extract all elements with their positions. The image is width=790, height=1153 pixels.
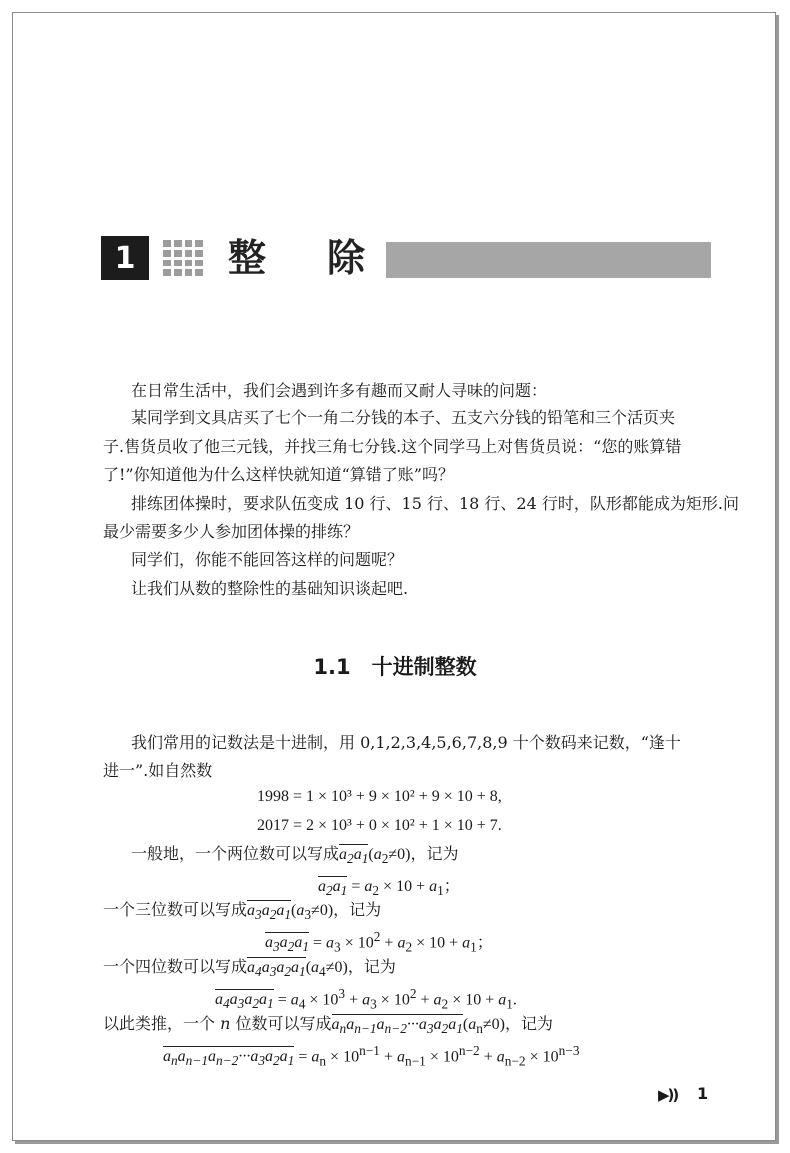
intro-line-7: 同学们，你能不能回答这样的问题呢？ xyxy=(131,550,404,569)
chapter-dot-grid xyxy=(163,240,203,276)
three-digit-notation: $a_3a_2a_1(a_3\ne 0)$ xyxy=(247,902,334,923)
four-digit-text: 一个四位数可以写成 xyxy=(103,957,248,976)
n-variable: n xyxy=(220,1014,231,1033)
equation-2017: 2017 = 2 × 10³ + 0 × 10² + 1 × 10 + 7. xyxy=(257,817,502,834)
body-line-2: 进一”.如自然数 xyxy=(103,761,213,780)
n-digit-tail: ，记为 xyxy=(504,1014,553,1033)
four-digit-line xyxy=(103,957,396,982)
chapter-title-bar xyxy=(386,242,711,278)
intro-line-5: 排练团体操时，要求队伍变成 10 行、15 行、18 行、24 行时，队形都能成为矩形.问 xyxy=(131,494,739,513)
n-digit-text: 以此类推，一个 xyxy=(103,1014,216,1033)
two-digit-formula: $a_2a_1 = a_2 \times 10 + a_1$； xyxy=(318,878,460,899)
two-digit-tail: ，记为 xyxy=(410,844,459,863)
intro-line-4: 了!”你知道他为什么这样快就知道“算错了账”吗？ xyxy=(103,465,454,484)
section-title: 1.1 十进制整数 xyxy=(313,655,477,679)
intro-line-8: 让我们从数的整除性的基础知识谈起吧. xyxy=(131,579,409,598)
three-digit-formula: $a_3a_2a_1 = a_3 \times 10^2 + a_2 \times 10 + a_1$； xyxy=(265,929,493,955)
three-digit-line xyxy=(103,900,381,925)
intro-line-1: 在日常生活中，我们会遇到许多有趣而又耐人寻味的问题： xyxy=(131,381,548,400)
n-digit-formula: $a_na_{n-1}a_{n-2}\cdot\cdot\cdot a_3a_2a_1 = a_n \times 10^{n-1} + a_{n-1} \times 10^{n-2} + a_{n-2} \times 10^{n-3}$ xyxy=(163,1043,580,1069)
four-digit-notation: $a_4a_3a_2a_1(a_4\ne 0)$ xyxy=(247,959,348,980)
n-digit-text-2: 位数可以写成 xyxy=(235,1014,332,1033)
n-digit-line xyxy=(103,1014,553,1039)
equation-1998: 1998 = 1 × 10³ + 9 × 10² + 9 × 10 + 8, xyxy=(257,788,502,805)
three-digit-text: 一个三位数可以写成 xyxy=(103,900,248,919)
two-digit-notation: $a_2a_1(a_2\ne 0)$ xyxy=(339,846,411,867)
two-digit-line xyxy=(131,844,458,869)
page-number: 1 xyxy=(697,1084,709,1103)
chapter-number: 1 xyxy=(101,236,149,280)
intro-line-3: 子.售货员收了他三元钱，并找三角七分钱.这个同学马上对售货员说：“您的账算错 xyxy=(103,437,682,456)
four-digit-formula: $a_4a_3a_2a_1 = a_4 \times 10^3 + a_3 \times 10^2 + a_2 \times 10 + a_1$. xyxy=(215,986,517,1012)
page-marker-icon: ▶)) xyxy=(658,1086,678,1104)
n-digit-notation: $a_na_{n-1}a_{n-2}\cdot\cdot\cdot a_3a_2a_1(a_n\ne 0)$ xyxy=(331,1016,505,1037)
three-digit-tail: ，记为 xyxy=(333,900,382,919)
chapter-title-char2: 除 xyxy=(327,236,366,280)
four-digit-tail: ，记为 xyxy=(347,957,396,976)
intro-line-6: 最少需要多少人参加团体操的排练？ xyxy=(103,522,360,541)
intro-line-2: 某同学到文具店买了七个一角二分钱的本子、五支六分钱的铅笔和三个活页夹 xyxy=(131,408,676,427)
chapter-title-char1: 整 xyxy=(228,236,267,280)
two-digit-text: 一般地，一个两位数可以写成 xyxy=(131,844,340,863)
body-line-1: 我们常用的记数法是十进制，用 0,1,2,3,4,5,6,7,8,9 十个数码来记数，“逢十 xyxy=(131,733,681,752)
